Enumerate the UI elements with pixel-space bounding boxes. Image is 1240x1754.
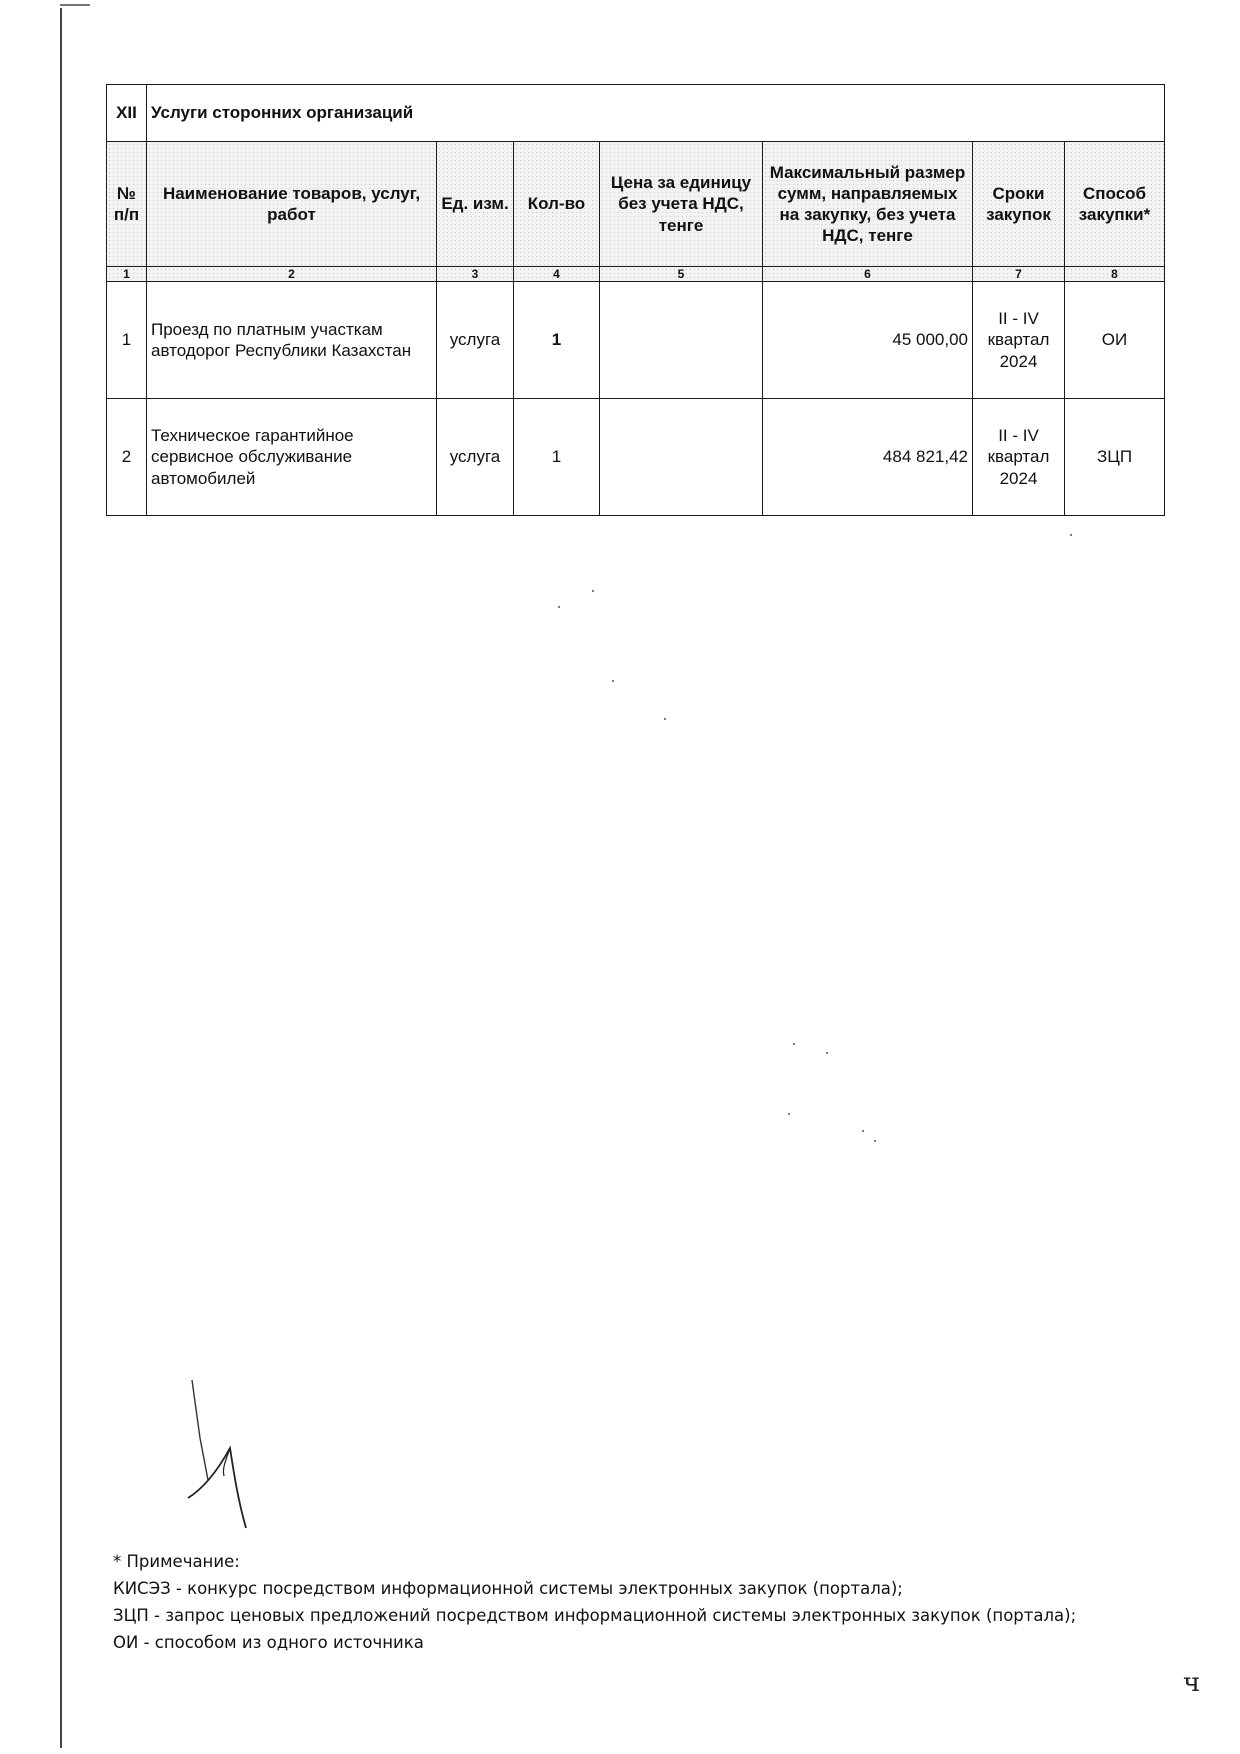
- scan-speck: [793, 1043, 795, 1045]
- footnote-line: КИСЭЗ - конкурс посредством информационной системы электронных закупок (портала);: [113, 1579, 903, 1598]
- scan-page-edge-top: [60, 4, 90, 6]
- row-number: 2: [107, 399, 147, 516]
- row-name: Техническое гарантийное сервисное обслуживание автомобилей: [147, 399, 437, 516]
- section-number: XII: [107, 85, 147, 142]
- scan-speck: [558, 606, 560, 608]
- row-period-line: квартал: [987, 447, 1050, 467]
- scan-speck: [862, 1130, 864, 1132]
- row-period-line: II - IV: [998, 309, 1039, 329]
- row-name: Проезд по платным участкам автодорог Республики Казахстан: [147, 282, 437, 399]
- column-index-row: [107, 267, 1165, 282]
- scan-speck: [664, 718, 666, 720]
- row-qty: 1: [514, 399, 600, 516]
- column-index: 5: [600, 267, 763, 282]
- column-index: 4: [514, 267, 600, 282]
- row-max-sum: 484 821,42: [763, 399, 973, 516]
- footnote-line: ОИ - способом из одного источника: [113, 1633, 424, 1652]
- column-header-row: [107, 142, 1165, 267]
- row-price: [600, 399, 763, 516]
- column-index: 1: [107, 267, 147, 282]
- section-header-row: [107, 85, 1165, 142]
- column-header-price: Цена за единицу без учета НДС, тенге: [600, 142, 763, 267]
- row-period: [973, 282, 1065, 399]
- row-period-line: квартал: [987, 330, 1050, 350]
- footnote-heading: * Примечание:: [113, 1552, 240, 1571]
- table-row: [107, 282, 1165, 399]
- column-header-method: Способ закупки*: [1065, 142, 1165, 267]
- scan-speck: [592, 590, 594, 592]
- procurement-table: [106, 84, 1165, 516]
- table-row: [107, 399, 1165, 516]
- footnote-line: ЗЦП - запрос ценовых предложений посредством информационной системы электронных закупок (портала);: [113, 1606, 1077, 1625]
- row-unit: услуга: [437, 282, 514, 399]
- row-number: 1: [107, 282, 147, 399]
- column-index: 8: [1065, 267, 1165, 282]
- column-index: 7: [973, 267, 1065, 282]
- column-index: 2: [147, 267, 437, 282]
- row-price: [600, 282, 763, 399]
- column-header-name: Наименование товаров, услуг, работ: [147, 142, 437, 267]
- scan-speck: [1070, 534, 1072, 536]
- scan-page-edge: [60, 8, 62, 1748]
- page-mark: ч: [1183, 1668, 1201, 1698]
- scan-speck: [826, 1052, 828, 1054]
- section-title: Услуги сторонних организаций: [147, 85, 1165, 142]
- row-method: ЗЦП: [1065, 399, 1165, 516]
- scan-speck: [788, 1113, 790, 1115]
- column-index: 3: [437, 267, 514, 282]
- scan-speck: [874, 1140, 876, 1142]
- column-header-num: № п/п: [107, 142, 147, 267]
- row-period: [973, 399, 1065, 516]
- column-index: 6: [763, 267, 973, 282]
- column-header-qty: Кол-во: [514, 142, 600, 267]
- row-period-line: II - IV: [998, 426, 1039, 446]
- footnote: [113, 1548, 1173, 1656]
- row-period-line: 2024: [999, 468, 1038, 488]
- row-qty: 1: [514, 282, 600, 399]
- row-unit: услуга: [437, 399, 514, 516]
- column-header-unit: Ед. изм.: [437, 142, 514, 267]
- row-method: ОИ: [1065, 282, 1165, 399]
- row-max-sum: 45 000,00: [763, 282, 973, 399]
- handwritten-signature: [180, 1378, 270, 1538]
- column-header-period: Сроки закупок: [973, 142, 1065, 267]
- row-period-line: 2024: [999, 351, 1038, 371]
- column-header-max-sum: Максимальный размер сумм, направляемых на закупку, без учета НДС, тенге: [763, 142, 973, 267]
- scan-speck: [612, 680, 614, 682]
